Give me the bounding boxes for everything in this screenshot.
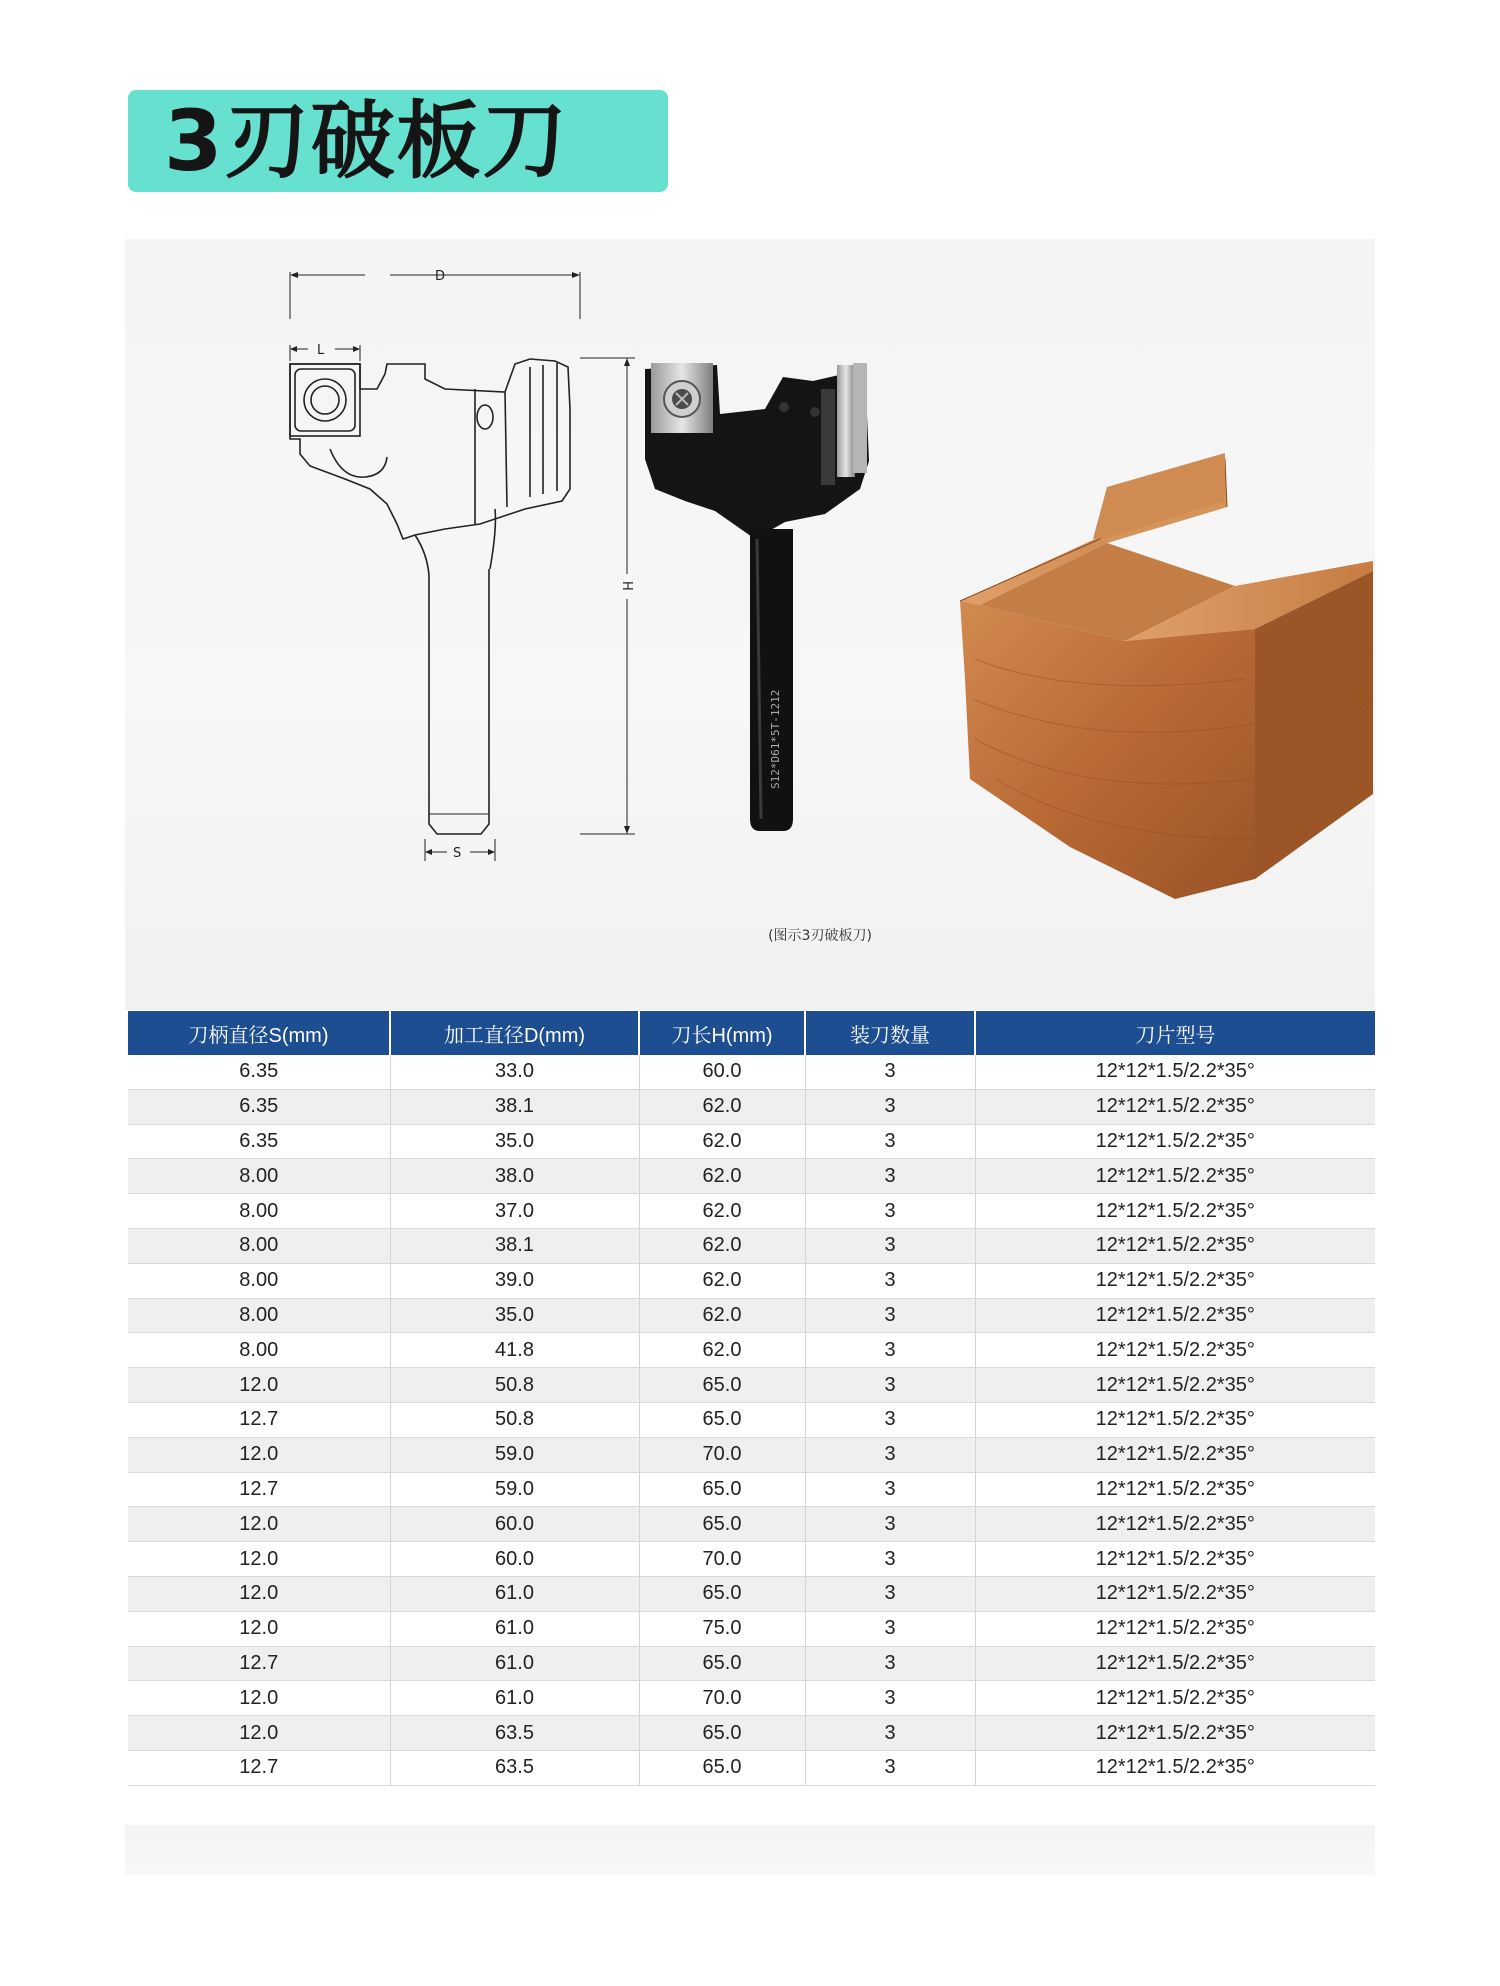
cell-insert-model: 12*12*1.5/2.2*35°	[975, 1507, 1375, 1542]
title-banner	[128, 90, 668, 192]
table-row	[128, 1228, 1375, 1263]
cell-blade-count: 3	[805, 1263, 975, 1298]
dim-L-label: L	[317, 343, 325, 358]
cell-shank-diameter: 12.0	[128, 1681, 390, 1716]
router-bit-photo	[645, 363, 869, 831]
header-insert-model: 刀片型号	[975, 1011, 1375, 1055]
table-row	[128, 1402, 1375, 1437]
table-row	[128, 1437, 1375, 1472]
cell-blade-count: 3	[805, 1159, 975, 1194]
technical-drawing	[290, 272, 635, 861]
table-row	[128, 1716, 1375, 1751]
cell-insert-model: 12*12*1.5/2.2*35°	[975, 1089, 1375, 1124]
cell-tool-length: 62.0	[639, 1089, 805, 1124]
cell-tool-length: 65.0	[639, 1402, 805, 1437]
table-row	[128, 1576, 1375, 1611]
table-row	[128, 1472, 1375, 1507]
cell-cutting-diameter: 50.8	[390, 1402, 639, 1437]
cell-blade-count: 3	[805, 1716, 975, 1751]
cell-cutting-diameter: 50.8	[390, 1368, 639, 1403]
cell-shank-diameter: 12.7	[128, 1402, 390, 1437]
table-row	[128, 1333, 1375, 1368]
cell-shank-diameter: 8.00	[128, 1159, 390, 1194]
cell-blade-count: 3	[805, 1089, 975, 1124]
cell-cutting-diameter: 35.0	[390, 1124, 639, 1159]
cell-tool-length: 65.0	[639, 1472, 805, 1507]
header-blade-count: 装刀数量	[805, 1011, 975, 1055]
dim-D-label: D	[435, 269, 446, 284]
cell-shank-diameter: 8.00	[128, 1263, 390, 1298]
cell-insert-model: 12*12*1.5/2.2*35°	[975, 1646, 1375, 1681]
cell-blade-count: 3	[805, 1576, 975, 1611]
cell-tool-length: 65.0	[639, 1716, 805, 1751]
cell-cutting-diameter: 61.0	[390, 1681, 639, 1716]
cell-shank-diameter: 12.0	[128, 1611, 390, 1646]
dim-S-label: S	[453, 846, 462, 861]
cell-cutting-diameter: 38.1	[390, 1228, 639, 1263]
table-body	[128, 1055, 1375, 1785]
cell-insert-model: 12*12*1.5/2.2*35°	[975, 1611, 1375, 1646]
cell-blade-count: 3	[805, 1472, 975, 1507]
cell-tool-length: 65.0	[639, 1507, 805, 1542]
cell-shank-diameter: 6.35	[128, 1089, 390, 1124]
cell-tool-length: 62.0	[639, 1263, 805, 1298]
cell-shank-diameter: 12.0	[128, 1507, 390, 1542]
cell-cutting-diameter: 37.0	[390, 1194, 639, 1229]
cell-shank-diameter: 8.00	[128, 1298, 390, 1333]
cell-blade-count: 3	[805, 1402, 975, 1437]
table-row	[128, 1681, 1375, 1716]
cell-insert-model: 12*12*1.5/2.2*35°	[975, 1333, 1375, 1368]
cell-insert-model: 12*12*1.5/2.2*35°	[975, 1159, 1375, 1194]
cell-blade-count: 3	[805, 1507, 975, 1542]
cell-tool-length: 62.0	[639, 1159, 805, 1194]
table-row	[128, 1159, 1375, 1194]
cell-cutting-diameter: 39.0	[390, 1263, 639, 1298]
product-image-panel	[125, 239, 1375, 1010]
cell-cutting-diameter: 38.1	[390, 1089, 639, 1124]
table-row	[128, 1263, 1375, 1298]
cell-cutting-diameter: 38.0	[390, 1159, 639, 1194]
cell-blade-count: 3	[805, 1228, 975, 1263]
table-row	[128, 1750, 1375, 1785]
cell-blade-count: 3	[805, 1542, 975, 1577]
table-row	[128, 1194, 1375, 1229]
cell-cutting-diameter: 35.0	[390, 1298, 639, 1333]
cell-tool-length: 65.0	[639, 1646, 805, 1681]
cell-insert-model: 12*12*1.5/2.2*35°	[975, 1368, 1375, 1403]
cell-cutting-diameter: 60.0	[390, 1542, 639, 1577]
cell-blade-count: 3	[805, 1437, 975, 1472]
cell-shank-diameter: 12.0	[128, 1368, 390, 1403]
cell-blade-count: 3	[805, 1333, 975, 1368]
table-row	[128, 1611, 1375, 1646]
cell-cutting-diameter: 33.0	[390, 1055, 639, 1089]
header-tool-length: 刀长H(mm)	[639, 1011, 805, 1055]
cell-insert-model: 12*12*1.5/2.2*35°	[975, 1716, 1375, 1751]
cell-insert-model: 12*12*1.5/2.2*35°	[975, 1402, 1375, 1437]
cell-cutting-diameter: 59.0	[390, 1472, 639, 1507]
cell-insert-model: 12*12*1.5/2.2*35°	[975, 1681, 1375, 1716]
header-shank-diameter: 刀柄直径S(mm)	[128, 1011, 390, 1055]
cell-tool-length: 70.0	[639, 1437, 805, 1472]
cell-shank-diameter: 12.0	[128, 1542, 390, 1577]
cell-insert-model: 12*12*1.5/2.2*35°	[975, 1228, 1375, 1263]
cell-shank-diameter: 12.7	[128, 1646, 390, 1681]
cell-insert-model: 12*12*1.5/2.2*35°	[975, 1437, 1375, 1472]
table-row	[128, 1646, 1375, 1681]
table-row	[128, 1055, 1375, 1089]
cell-shank-diameter: 8.00	[128, 1333, 390, 1368]
cell-insert-model: 12*12*1.5/2.2*35°	[975, 1472, 1375, 1507]
page-title: 3刃破板刀	[164, 92, 569, 190]
cell-shank-diameter: 12.0	[128, 1437, 390, 1472]
header-cutting-diameter: 加工直径D(mm)	[390, 1011, 639, 1055]
cell-insert-model: 12*12*1.5/2.2*35°	[975, 1194, 1375, 1229]
cell-tool-length: 65.0	[639, 1368, 805, 1403]
cell-cutting-diameter: 61.0	[390, 1646, 639, 1681]
table-row	[128, 1542, 1375, 1577]
cell-shank-diameter: 8.00	[128, 1228, 390, 1263]
cell-tool-length: 62.0	[639, 1228, 805, 1263]
cell-blade-count: 3	[805, 1368, 975, 1403]
product-illustration	[125, 239, 1375, 1010]
cell-insert-model: 12*12*1.5/2.2*35°	[975, 1298, 1375, 1333]
cell-blade-count: 3	[805, 1298, 975, 1333]
cell-shank-diameter: 6.35	[128, 1055, 390, 1089]
cell-blade-count: 3	[805, 1055, 975, 1089]
cell-insert-model: 12*12*1.5/2.2*35°	[975, 1124, 1375, 1159]
cell-shank-diameter: 8.00	[128, 1194, 390, 1229]
cell-cutting-diameter: 63.5	[390, 1716, 639, 1751]
cell-insert-model: 12*12*1.5/2.2*35°	[975, 1055, 1375, 1089]
table-header-row	[128, 1011, 1375, 1055]
shank-engraving: S12*D61*5T-1212	[769, 689, 782, 789]
cell-tool-length: 62.0	[639, 1333, 805, 1368]
cell-insert-model: 12*12*1.5/2.2*35°	[975, 1576, 1375, 1611]
cell-tool-length: 65.0	[639, 1750, 805, 1785]
cell-cutting-diameter: 59.0	[390, 1437, 639, 1472]
cell-tool-length: 62.0	[639, 1124, 805, 1159]
spec-table	[128, 1011, 1375, 1786]
cell-blade-count: 3	[805, 1646, 975, 1681]
cell-tool-length: 62.0	[639, 1298, 805, 1333]
cell-blade-count: 3	[805, 1750, 975, 1785]
image-caption: (图示3刃破板刀)	[768, 928, 872, 944]
cell-cutting-diameter: 41.8	[390, 1333, 639, 1368]
cell-shank-diameter: 12.7	[128, 1750, 390, 1785]
cell-cutting-diameter: 60.0	[390, 1507, 639, 1542]
table-row	[128, 1124, 1375, 1159]
cell-insert-model: 12*12*1.5/2.2*35°	[975, 1750, 1375, 1785]
cell-blade-count: 3	[805, 1611, 975, 1646]
cell-shank-diameter: 12.7	[128, 1472, 390, 1507]
cell-insert-model: 12*12*1.5/2.2*35°	[975, 1263, 1375, 1298]
cell-insert-model: 12*12*1.5/2.2*35°	[975, 1542, 1375, 1577]
cell-tool-length: 62.0	[639, 1194, 805, 1229]
cell-blade-count: 3	[805, 1681, 975, 1716]
cell-shank-diameter: 12.0	[128, 1576, 390, 1611]
table-row	[128, 1507, 1375, 1542]
cell-tool-length: 70.0	[639, 1542, 805, 1577]
cell-tool-length: 60.0	[639, 1055, 805, 1089]
cell-cutting-diameter: 61.0	[390, 1576, 639, 1611]
bottom-fade	[125, 1825, 1375, 1875]
cell-tool-length: 70.0	[639, 1681, 805, 1716]
table-row	[128, 1368, 1375, 1403]
cell-cutting-diameter: 63.5	[390, 1750, 639, 1785]
cell-blade-count: 3	[805, 1194, 975, 1229]
cell-blade-count: 3	[805, 1124, 975, 1159]
cell-cutting-diameter: 61.0	[390, 1611, 639, 1646]
wood-sample-photo	[960, 453, 1373, 899]
dim-H-label: H	[619, 581, 634, 591]
cell-shank-diameter: 6.35	[128, 1124, 390, 1159]
table-row	[128, 1298, 1375, 1333]
table-row	[128, 1089, 1375, 1124]
cell-tool-length: 65.0	[639, 1576, 805, 1611]
cell-shank-diameter: 12.0	[128, 1716, 390, 1751]
cell-tool-length: 75.0	[639, 1611, 805, 1646]
